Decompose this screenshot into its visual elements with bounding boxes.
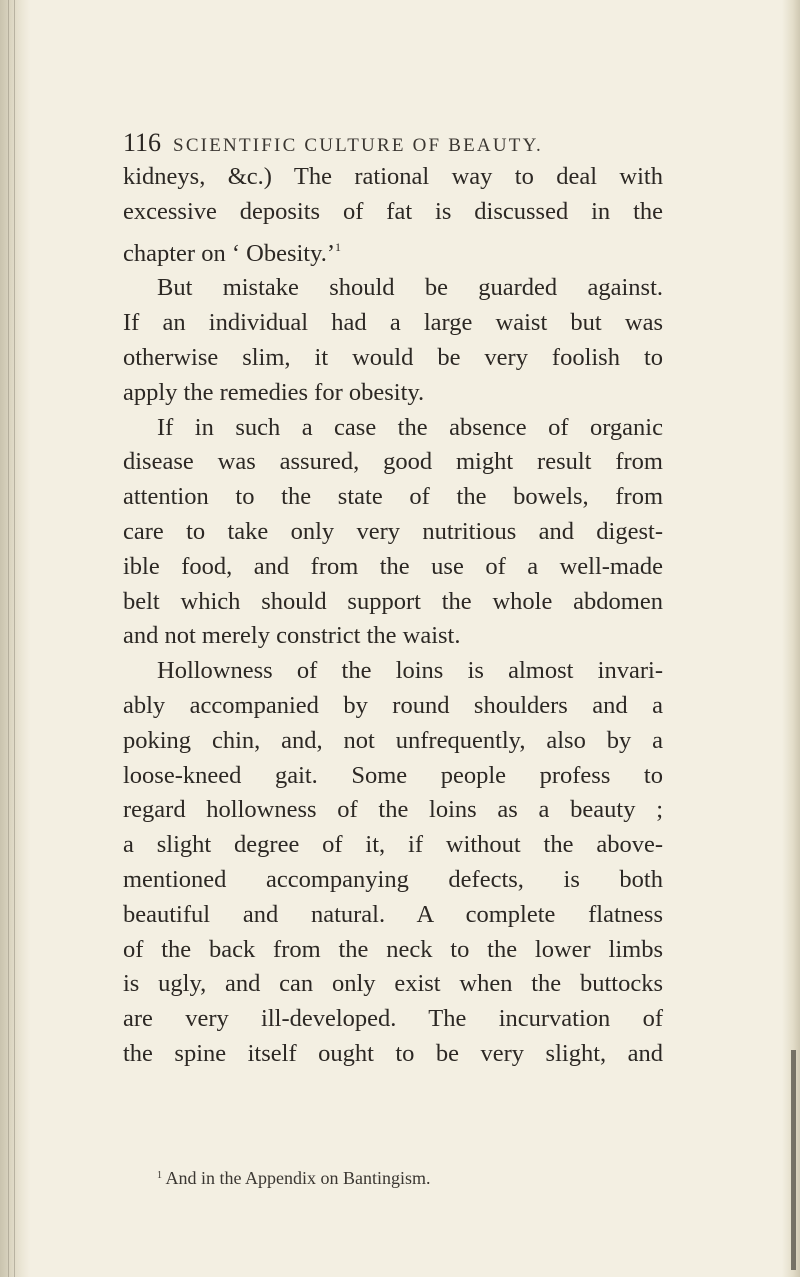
text-line: regard hollowness of the loins as a beauty ; (123, 796, 663, 824)
text-line: the spine itself ought to be very slight, and (123, 1039, 663, 1067)
page-header (123, 128, 663, 158)
text-line: ible food, and from the use of a well-made (123, 552, 663, 580)
text-line: But mistake should be guarded against. (157, 274, 663, 302)
text-line: and not merely constrict the waist. (123, 622, 461, 650)
text-line: If an individual had a large waist but was (123, 309, 663, 337)
gutter-rule (8, 0, 9, 1277)
running-head: SCIENTIFIC CULTURE OF BEAUTY. (173, 135, 543, 156)
footnote-text: And in the Appendix on Bantingism. (165, 1168, 431, 1188)
text-line: care to take only very nutritious and digest- (123, 517, 663, 545)
text-line: disease was assured, good might result from (123, 448, 663, 476)
text-line: Hollowness of the loins is almost invari- (157, 657, 663, 685)
footnote-marker: 1 (157, 1170, 162, 1181)
text-line: is ugly, and can only exist when the buttocks (123, 970, 663, 998)
page-edge-mark (791, 1050, 796, 1270)
text-line: otherwise slim, it would be very foolish to (123, 343, 663, 371)
text-line: beautiful and natural. A complete flatness (123, 900, 663, 928)
binding-gutter (0, 0, 30, 1277)
footnote (123, 1168, 663, 1189)
text-line: apply the remedies for obesity. (123, 378, 425, 406)
text-line: of the back from the neck to the lower limbs (123, 935, 663, 963)
text-line: attention to the state of the bowels, from (123, 483, 663, 511)
text-line: ably accompanied by round shoulders and a (123, 691, 663, 719)
body-text (123, 160, 663, 1072)
footnote-ref: 1 (335, 239, 342, 254)
text-line: belt which should support the whole abdomen (123, 587, 663, 615)
gutter-rule (14, 0, 15, 1277)
text-line: excessive deposits of fat is discussed in the (123, 197, 663, 225)
text-line: a slight degree of it, if without the above- (123, 831, 663, 859)
text-line: are very ill-developed. The incurvation of (123, 1005, 663, 1033)
text-line-content: chapter on ‘ Obesity.’ (123, 239, 336, 267)
text-line: If in such a case the absence of organic (157, 413, 663, 441)
text-line: poking chin, and, not unfrequently, also by a (123, 726, 663, 754)
text-line: loose-kneed gait. Some people profess to (123, 761, 663, 789)
page-number: 116 (123, 128, 162, 157)
text-line: kidneys, &c.) The rational way to deal with (123, 163, 663, 190)
text-line (123, 230, 663, 272)
text-line: mentioned accompanying defects, is both (123, 865, 663, 893)
